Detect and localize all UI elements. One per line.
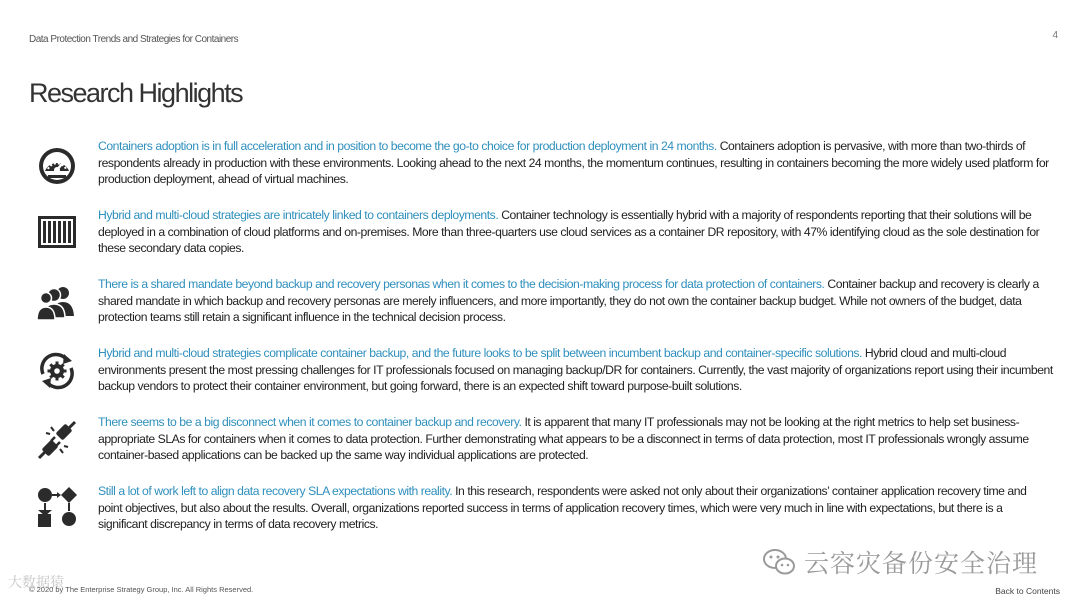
page-number: 4 xyxy=(1052,30,1058,41)
highlight-body: Hybrid cloud and multi-cloud environments present the most pressing challenges for IT professionals focused on managing backup/DR for containers. Currently, the vast majority of organizations report using their incumbent backup vendors to protect their container environment, but going forward, there is an expected shift toward purpose-built solutions. xyxy=(98,346,1053,394)
highlight-text xyxy=(98,138,1053,188)
wechat-icon xyxy=(762,548,796,582)
page-title: Research Highlights xyxy=(29,78,243,108)
shipping-container-icon xyxy=(36,210,78,252)
watermark-left-text: 大数据猿 xyxy=(8,575,64,591)
highlight-body: In this research, respondents were asked not only about their organizations’ container application recovery time and point objectives, but also about the results. Overall, organizations reported success in terms of application recovery times, which were very much in line with expectations, but there is a significant discrepancy in terms of data recovery metrics. xyxy=(98,484,1027,532)
highlight-body: Container technology is essentially hybrid with a majority of respondents reporting that their solutions will be deployed in a combination of cloud platforms and on-premises. More than three-quarters use cloud services as a container DR repository, with 47% identifying cloud as the sole destination for these secondary data copies. xyxy=(98,208,1040,256)
highlight-body: Container backup and recovery is clearly a shared mandate in which backup and recovery personas are merely influencers, and more importantly, they do not own the container backup budget. While not owners of the budget, data protection teams still retain a significant influence in the technical decision process. xyxy=(98,277,1039,325)
highlight-lead: There seems to be a big disconnect when it comes to container backup and recovery. xyxy=(98,415,522,429)
watermark-text: 云容灾备份安全治理 xyxy=(804,549,1039,578)
highlight-text xyxy=(98,414,1053,464)
copyright: © 2020 by The Enterprise Strategy Group, Inc. All Rights Reserved. xyxy=(29,585,254,594)
highlight-text xyxy=(98,483,1053,533)
highlight-lead: There is a shared mandate beyond backup and recovery personas when it comes to the decision-making process for data protection of containers. xyxy=(98,277,825,291)
workflow-shapes-icon xyxy=(36,486,78,528)
highlight-lead: Hybrid and multi-cloud strategies complicate container backup, and the future looks to be split between incumbent backup and container-specific solutions. xyxy=(98,346,862,360)
people-group-icon xyxy=(36,282,78,324)
highlight-text xyxy=(98,276,1053,326)
back-to-contents-link[interactable]: Back to Contents xyxy=(995,586,1060,596)
highlight-body: Containers adoption is pervasive, with more than two-thirds of respondents already in production with these environments. Looking ahead to the next 24 months, the momentum continues, resulting in containers becoming the more widely used platform for production deployment, ahead of virtual machines. xyxy=(98,139,1049,187)
document-header: Data Protection Trends and Strategies for Containers xyxy=(29,34,239,45)
disconnected-plug-icon xyxy=(36,419,78,461)
highlight-text xyxy=(98,345,1053,395)
highlight-lead: Containers adoption is in full acceleration and in position to become the go-to choice for production deployment in 24 months. xyxy=(98,139,717,153)
speedometer-icon xyxy=(36,144,78,186)
highlight-text xyxy=(98,207,1053,257)
gear-sync-icon xyxy=(36,350,78,392)
highlight-lead: Hybrid and multi-cloud strategies are intricately linked to containers deployments. xyxy=(98,208,499,222)
highlight-lead: Still a lot of work left to align data recovery SLA expectations with reality. xyxy=(98,484,453,498)
highlight-body: It is apparent that many IT professionals may not be looking at the right metrics to help set business-appropriate SLAs for containers when it comes to data protection. Further demonstrating what appears to be a disconnect in terms of data protection, most IT professionals wrongly assume container-based applications can be backed up the same way individual applications are protected. xyxy=(98,415,1029,463)
watermark xyxy=(762,544,1038,582)
